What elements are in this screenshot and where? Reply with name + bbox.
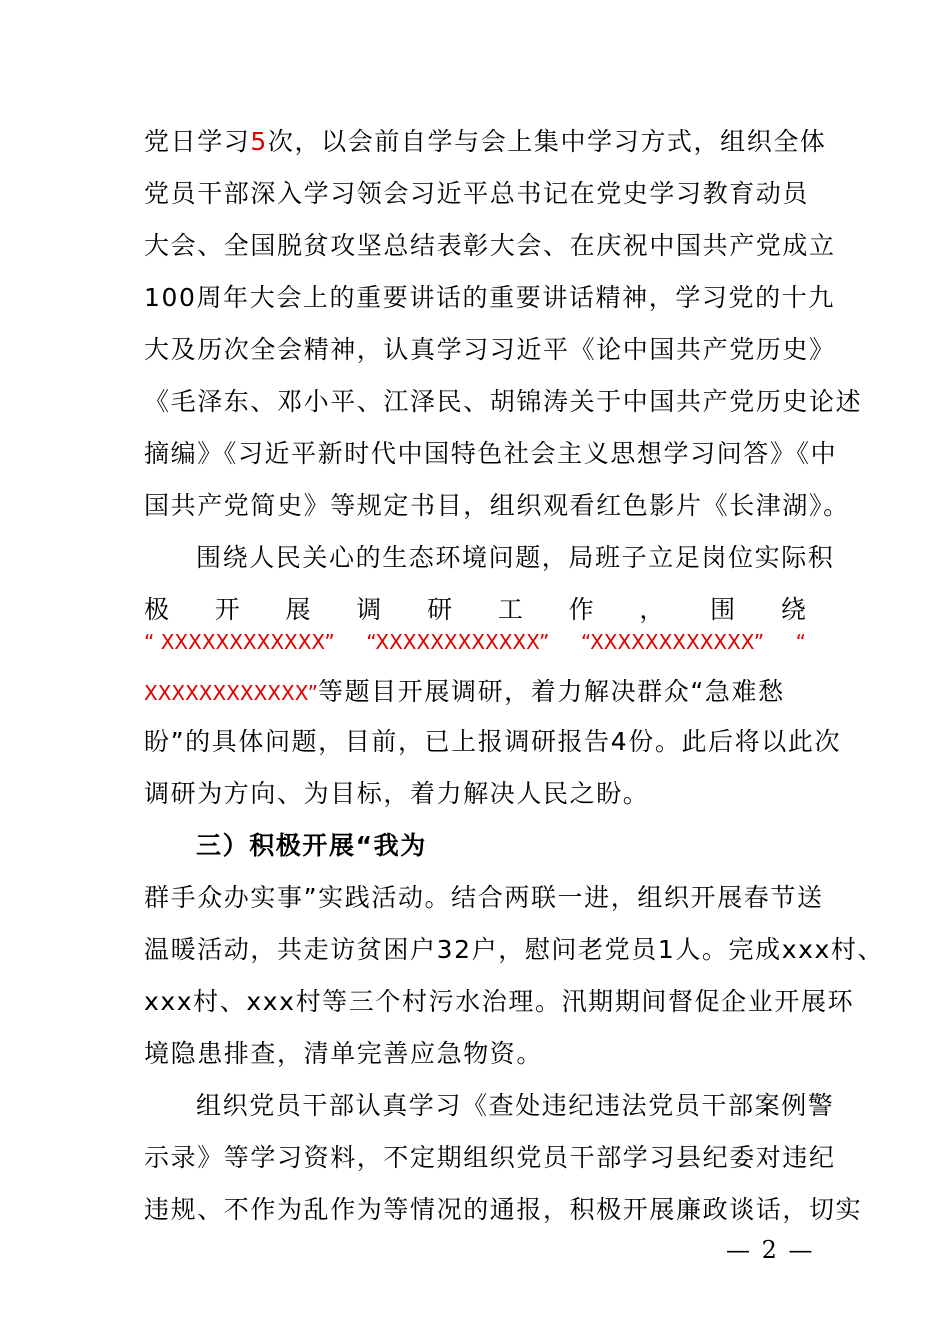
paragraph-line-6: 《毛泽东、邓小平、江泽民、胡锦涛关于中国共产党历史论述 (144, 387, 863, 416)
spaced-char: 调 (356, 595, 382, 624)
spaced-char: 展 (285, 595, 311, 624)
paragraph-2-line-1: 围绕人民关心的生态环境问题，局班子立足岗位实际积 (196, 543, 835, 572)
spaced-char: 工 (497, 595, 523, 624)
paragraph-3-line-3: xxx村、xxx村等三个村污水治理。汛期期间督促企业开展环 (144, 987, 855, 1016)
page-number: — 2 — (726, 1236, 815, 1264)
line-text: 党日学习 (144, 127, 251, 156)
paragraph-2-line-4 (144, 672, 806, 712)
line-text: 次，以会前自学与会上集中学习方式，组织全体 (267, 127, 827, 156)
spaced-char: 开 (214, 595, 240, 624)
placeholder-topic: “XXXXXXXXXXXX” (580, 630, 765, 654)
paragraph-line-7: 摘编》《习近平新时代中国特色社会主义思想学习问答》《中 (144, 439, 838, 468)
line-text: 等题目开展调研，着力解决群众“急难愁 (317, 677, 785, 706)
paragraph-line-2: 党员干部深入学习领会习近平总书记在党史学习教育动员 (144, 179, 810, 208)
paragraph-3-line-4: 境隐患排查，清单完善应急物资。 (144, 1039, 544, 1068)
paragraph-line-5: 大及历次全会精神，认真学习习近平《论中国共产党历史》 (144, 335, 836, 364)
placeholder-topic: “XXXXXXXXXXXX” (366, 630, 550, 654)
paragraph-line-8: 国共产党简史》等规定书目，组织观看红色影片《长津湖》。 (144, 491, 850, 520)
paragraph-4-line-3: 违规、不作为乱作为等情况的通报，积极开展廉政谈话，切实 (144, 1195, 863, 1224)
spaced-char: 作 (568, 595, 594, 624)
paragraph-line-1 (144, 122, 827, 162)
paragraph-line-4: 100周年大会上的重要讲话的重要讲话精神，学习党的十九 (144, 283, 835, 312)
heading-text: 三）积极开展“我为 (196, 831, 427, 860)
paragraph-2-line-3 (144, 622, 806, 662)
placeholder-topic: “ XXXXXXXXXXXX” (144, 630, 335, 654)
spaced-char: 研 (427, 595, 453, 624)
spaced-char: 极 (144, 595, 170, 624)
placeholder-topic: XXXXXXXXXXXX” (144, 681, 318, 705)
paragraph-4-line-1: 组织党员干部认真学习《查处违纪违法党员干部案例警 (196, 1091, 835, 1120)
highlighted-number: 5 (250, 127, 268, 156)
section-heading (196, 826, 806, 866)
spaced-char: ， (639, 595, 665, 624)
paragraph-3-line-1: 群手众办实事”实践活动。结合两联一进，组织开展春节送 (144, 883, 824, 912)
spaced-char: 绕 (780, 595, 806, 624)
paragraph-4-line-2: 示录》等学习资料，不定期组织党员干部学习县纪委对违纪 (144, 1143, 836, 1172)
paragraph-2-line-5: 盼”的具体问题，目前，已上报调研报告4份。此后将以此次 (144, 727, 842, 756)
spaced-char: 围 (710, 595, 736, 624)
placeholder-topic: “ (795, 630, 806, 654)
paragraph-2-line-6: 调研为方向、为目标，着力解决人民之盼。 (144, 779, 650, 808)
paragraph-3-line-2: 温暖活动，共走访贫困户32户，慰问老党员1人。完成xxx村、 (144, 935, 885, 964)
paragraph-line-3: 大会、全国脱贫攻坚总结表彰大会、在庆祝中国共产党成立 (144, 231, 836, 260)
